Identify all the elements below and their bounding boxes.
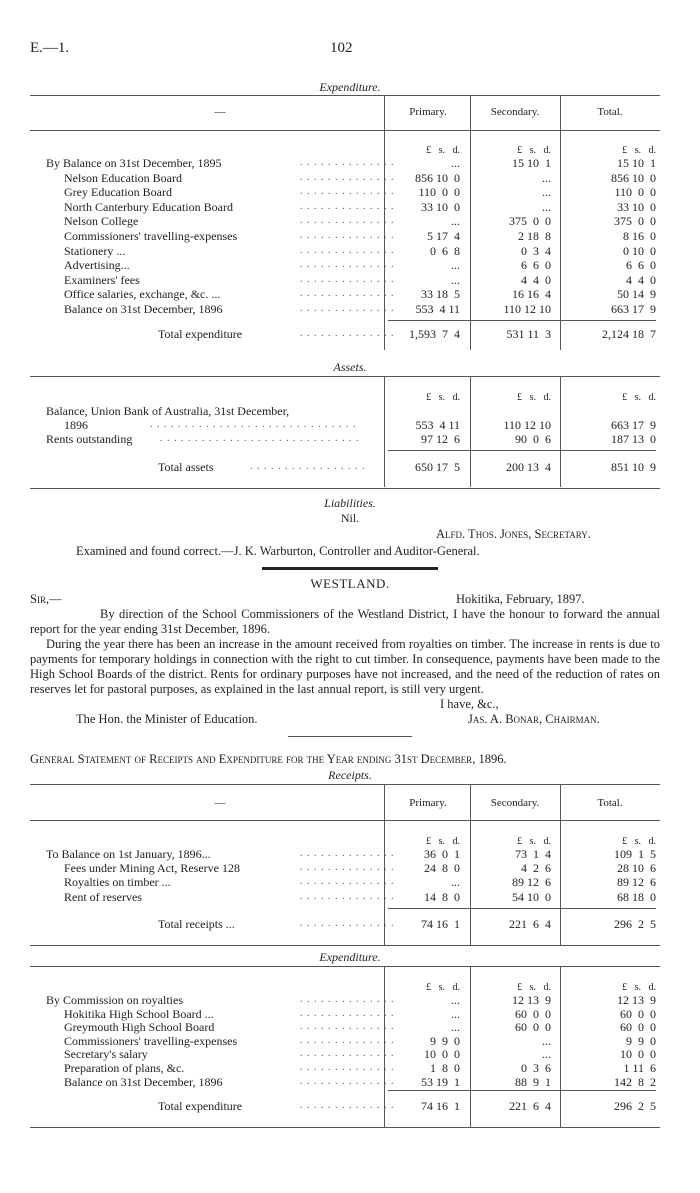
table-rule (30, 820, 660, 821)
table-row (0, 1047, 700, 1061)
statement-title: General Statement of Receipts and Expenditure for the Year ending 31st December, 1896. (30, 752, 507, 766)
leader-dots: . . . . . . . . . . . . . . (300, 1021, 395, 1033)
primary-amount: 0 6 8 (430, 243, 460, 258)
leader-dots: . . . . . . . . . . . . . . . . . (250, 461, 366, 472)
leader-dots: . . . . . . . . . . . . . . (300, 230, 395, 241)
page-number: 102 (330, 40, 353, 56)
table-rule (30, 376, 660, 377)
primary-amount: 650 17 5 (415, 460, 460, 474)
total-amount: 856 10 0 (611, 170, 656, 185)
secondary-amount: ... (542, 170, 551, 185)
leader-dots: . . . . . . . . . . . . . . (300, 171, 395, 183)
nelson-liabilities-caption: Liabilities. (324, 496, 376, 510)
row-label: Advertising... (64, 258, 130, 273)
secondary-amount: ... (542, 1033, 551, 1048)
leader-dots: . . . . . . . . . . . . . . (300, 273, 395, 285)
leader-dots: . . . . . . . . . . . . . . (300, 1007, 395, 1019)
primary-amount: 856 10 0 (415, 170, 460, 185)
table-row (0, 1075, 700, 1089)
primary-amount: 24 8 0 (424, 861, 460, 876)
total-amount: 0 10 0 (623, 243, 656, 258)
column-primary: Primary. (409, 797, 447, 809)
leader-dots: . . . . . . . . . . . . . . . . . . . . . . . . . . . . . (160, 433, 360, 444)
row-label: To Balance on 1st January, 1896... (46, 847, 211, 861)
table-row (0, 185, 700, 199)
secondary-amount: 89 12 6 (512, 875, 551, 890)
column-primary: Primary. (409, 106, 447, 118)
secondary-amount: 221 6 4 (509, 1099, 551, 1113)
table-row (0, 861, 700, 875)
secondary-amount: 15 10 1 (512, 156, 551, 170)
letter-salutation: Sir,— (30, 592, 62, 606)
total-amount: 15 10 1 (617, 156, 656, 170)
letter-paragraph: During the year there has been an increase in the amount received from royalties on timber. The increase in rents is due to payments for temporary holdings in connection with the right to cut timber. In consequence, payments have been made to the High School Boards of the district. Rents for ordinary purposes have not increased, and the need of the reduction of rates on reserves let for pastoral purposes, as explained in the last annual report, is still very urgent. (30, 637, 660, 696)
westland-receipts-caption: Receipts. (328, 768, 372, 782)
total-amount: 110 0 0 (614, 185, 656, 200)
table-row (0, 244, 700, 258)
section-divider (262, 567, 438, 570)
row-label: North Canterbury Education Board (64, 199, 233, 214)
column-dash: — (214, 106, 226, 118)
table-rule (30, 966, 660, 967)
table-row (0, 287, 700, 301)
leader-dots: . . . . . . . . . . . . . . (300, 1075, 395, 1087)
asset-row (0, 432, 700, 446)
row-label: 1896 (64, 418, 88, 432)
total-amount: 6 6 0 (626, 258, 656, 273)
secondary-amount: 375 0 0 (509, 214, 551, 229)
primary-amount: 74 16 1 (421, 1099, 460, 1113)
primary-amount: ... (451, 993, 460, 1007)
column-total: Total. (597, 797, 623, 809)
table-row (0, 847, 700, 861)
lsd-header: £ s. d. (426, 392, 460, 403)
leader-dots: . . . . . . . . . . . . . . (300, 918, 395, 929)
column-secondary: Secondary. (490, 106, 540, 118)
table-row (0, 214, 700, 228)
leader-dots: . . . . . . . . . . . . . . (300, 288, 395, 300)
row-label: Grey Education Board (64, 185, 172, 200)
table-row (0, 302, 700, 316)
primary-amount: 53 19 1 (421, 1074, 460, 1089)
table-rule (30, 1127, 660, 1128)
primary-amount: ... (451, 1006, 460, 1021)
lsd-header: £ s. d. (622, 836, 656, 847)
secondary-amount: 200 13 4 (506, 460, 551, 474)
total-amount: 60 0 0 (620, 1006, 656, 1021)
row-label: Nelson College (64, 214, 139, 229)
secondary-amount: 221 6 4 (509, 917, 551, 931)
row-label: Greymouth High School Board (64, 1020, 215, 1035)
lsd-header: £ s. d. (426, 982, 460, 993)
secondary-amount: 4 2 6 (521, 861, 551, 876)
asset-row (0, 418, 700, 432)
row-label: Examiners' fees (64, 272, 140, 287)
secondary-amount: 6 6 0 (521, 258, 551, 273)
leader-dots: . . . . . . . . . . . . . . (300, 1100, 395, 1111)
total-amount: 663 17 9 (611, 302, 656, 316)
leader-dots: . . . . . . . . . . . . . . (300, 848, 395, 859)
primary-amount: 33 10 0 (421, 199, 460, 214)
leader-dots: . . . . . . . . . . . . . . (300, 244, 395, 256)
row-label: Nelson Education Board (64, 170, 182, 185)
total-amount: 296 2 5 (614, 1099, 656, 1113)
column-secondary: Secondary. (490, 797, 540, 809)
row-label: Rent of reserves (64, 889, 142, 904)
lsd-header: £ s. d. (622, 982, 656, 993)
row-label: Balance on 31st December, 1896 (64, 1074, 223, 1089)
leader-dots: . . . . . . . . . . . . . . (300, 200, 395, 212)
secondary-amount: 2 18 8 (518, 229, 551, 243)
total-label: Total expenditure (158, 327, 243, 341)
row-label: Commissioners' travelling-expenses (64, 1033, 238, 1048)
primary-amount: 9 9 0 (430, 1033, 460, 1048)
leader-dots: . . . . . . . . . . . . . . (300, 328, 395, 339)
total-amount: 296 2 5 (614, 917, 656, 931)
primary-amount: 553 4 11 (415, 302, 460, 316)
row-label: By Balance on 31st December, 1895 (46, 156, 222, 170)
lsd-header: £ s. d. (622, 392, 656, 403)
leader-dots: . . . . . . . . . . . . . . . . . . . . . . . . . . . . . . (150, 419, 357, 430)
westland-expenditure-caption: Expenditure. (319, 950, 381, 964)
total-amount: 68 18 0 (617, 889, 656, 904)
secondary-amount: 4 4 0 (521, 272, 551, 287)
total-amount: 12 13 9 (617, 993, 656, 1007)
secondary-amount: 110 12 10 (503, 418, 551, 432)
primary-amount: 5 17 4 (427, 229, 460, 243)
nelson-expenditure-caption: Expenditure. (319, 80, 381, 94)
total-label: Total receipts ... (158, 917, 235, 931)
asset-row (0, 404, 700, 418)
primary-amount: 33 18 5 (421, 287, 460, 302)
table-row (0, 875, 700, 889)
row-label: Rents outstanding (46, 432, 133, 446)
primary-amount: ... (451, 214, 460, 229)
lsd-header: £ s. d. (517, 392, 551, 403)
row-label: Royalties on timber ... (64, 875, 171, 890)
total-label: Total assets (158, 460, 214, 474)
secondary-amount: 531 11 3 (506, 327, 551, 341)
leader-dots: . . . . . . . . . . . . . . (300, 1034, 395, 1046)
total-amount: 10 0 0 (620, 1047, 656, 1062)
column-dash: — (214, 797, 226, 809)
total-row (0, 1099, 700, 1113)
letter-paragraph: By direction of the School Commissioners of the Westland District, I have the honour to forward the annual report for the year ending 31st December, 1896. (30, 607, 660, 636)
subtotal-rule (388, 320, 656, 321)
row-label: Balance on 31st December, 1896 (64, 302, 223, 316)
total-amount: 8 16 0 (623, 229, 656, 243)
secondary-amount: 110 12 10 (503, 302, 551, 316)
total-amount: 60 0 0 (620, 1020, 656, 1035)
secondary-amount: 12 13 9 (512, 993, 551, 1007)
row-label: Fees under Mining Act, Reserve 128 (64, 861, 240, 876)
total-row (0, 917, 700, 931)
chairman-signature: Jas. A. Bonar, Chairman. (468, 712, 600, 726)
leader-dots: . . . . . . . . . . . . . . (300, 186, 395, 198)
total-amount: 375 0 0 (614, 214, 656, 229)
secondary-amount: 16 16 4 (512, 287, 551, 302)
table-row (0, 273, 700, 287)
leader-dots: . . . . . . . . . . . . . . (300, 1062, 395, 1073)
leader-dots: . . . . . . . . . . . . . . (300, 994, 395, 1005)
lsd-header: £ s. d. (426, 836, 460, 847)
primary-amount: ... (451, 272, 460, 287)
secondary-amount: ... (542, 185, 551, 200)
lsd-header: £ s. d. (426, 145, 460, 156)
table-rule (30, 95, 660, 96)
row-label: Secretary's salary (64, 1047, 148, 1062)
leader-dots: . . . . . . . . . . . . . . (300, 876, 395, 888)
leader-dots: . . . . . . . . . . . . . . (300, 157, 395, 168)
primary-amount: 97 12 6 (421, 432, 460, 446)
table-row (0, 1061, 700, 1075)
column-total: Total. (597, 106, 623, 118)
total-amount: 663 17 9 (611, 418, 656, 432)
row-label: Office salaries, exchange, &c. ... (64, 287, 221, 302)
table-rule (30, 784, 660, 785)
total-label: Total expenditure (158, 1099, 243, 1113)
lsd-header: £ s. d. (517, 836, 551, 847)
primary-amount: ... (451, 156, 460, 170)
primary-amount: 110 0 0 (418, 185, 460, 200)
secondary-amount: 0 3 6 (521, 1061, 551, 1075)
primary-amount: 1,593 7 4 (409, 327, 460, 341)
table-row (0, 1007, 700, 1021)
row-label: Commissioners' travelling-expenses (64, 229, 238, 243)
total-amount: 109 1 5 (614, 847, 656, 861)
primary-amount: 36 0 1 (424, 847, 460, 861)
row-label: Preparation of plans, &c. (64, 1061, 185, 1075)
secondary-amount: ... (542, 199, 551, 214)
letter-closing: I have, &c., (440, 697, 499, 711)
total-amount: 1 11 6 (623, 1061, 656, 1075)
total-row (0, 327, 700, 341)
row-label: Balance, Union Bank of Australia, 31st December, (46, 404, 290, 418)
secondary-amount: 88 9 1 (515, 1074, 551, 1089)
primary-amount: ... (451, 1020, 460, 1035)
table-row (0, 1034, 700, 1048)
secondary-amount: 73 1 4 (515, 847, 551, 861)
lsd-header: £ s. d. (622, 145, 656, 156)
secondary-amount: ... (542, 1047, 551, 1062)
secondary-amount: 60 0 0 (515, 1020, 551, 1035)
total-amount: 89 12 6 (617, 875, 656, 890)
table-row (0, 993, 700, 1007)
secondary-amount: 60 0 0 (515, 1006, 551, 1021)
primary-amount: 74 16 1 (421, 917, 460, 931)
leader-dots: . . . . . . . . . . . . . . (300, 259, 395, 271)
table-row (0, 258, 700, 272)
table-row (0, 200, 700, 214)
westland-title: WESTLAND. (310, 576, 390, 591)
secondary-amount: 54 10 0 (512, 889, 551, 904)
row-label: Hokitika High School Board ... (64, 1006, 214, 1021)
total-amount: 187 13 0 (611, 432, 656, 446)
table-row (0, 1020, 700, 1034)
secretary-signature: Alfd. Thos. Jones, Secretary. (436, 527, 591, 541)
primary-amount: 553 4 11 (415, 418, 460, 432)
subtotal-rule (388, 450, 656, 451)
secondary-amount: 90 0 6 (515, 432, 551, 446)
table-row (0, 890, 700, 904)
total-amount: 2,124 18 7 (602, 327, 656, 341)
subtotal-rule (388, 1090, 656, 1091)
table-row (0, 156, 700, 170)
leader-dots: . . . . . . . . . . . . . . (300, 890, 395, 902)
table-rule (30, 488, 660, 489)
leader-dots: . . . . . . . . . . . . . . (300, 862, 395, 874)
subtotal-rule (388, 908, 656, 909)
section-divider (288, 736, 412, 737)
primary-amount: ... (451, 258, 460, 273)
total-amount: 28 10 6 (617, 861, 656, 876)
lsd-header: £ s. d. (517, 982, 551, 993)
table-row (0, 229, 700, 243)
letter-place-date: Hokitika, February, 1897. (456, 592, 585, 606)
leader-dots: . . . . . . . . . . . . . . (300, 303, 395, 314)
primary-amount: 1 8 0 (430, 1061, 460, 1075)
table-rule (30, 130, 660, 131)
nelson-assets-caption: Assets. (333, 360, 367, 374)
page-reference: E.—1. (30, 40, 70, 56)
total-amount: 50 14 9 (617, 287, 656, 302)
total-amount: 33 10 0 (617, 199, 656, 214)
total-row (0, 460, 700, 474)
primary-amount: 14 8 0 (424, 889, 460, 904)
primary-amount: ... (451, 875, 460, 890)
auditor-certification: Examined and found correct.—J. K. Warburton, Controller and Auditor-General. (76, 544, 480, 558)
liabilities-value: Nil. (340, 511, 360, 525)
letter-addressee: The Hon. the Minister of Education. (76, 712, 258, 726)
total-amount: 4 4 0 (626, 272, 656, 287)
lsd-header: £ s. d. (517, 145, 551, 156)
leader-dots: . . . . . . . . . . . . . . (300, 215, 395, 227)
total-amount: 142 8 2 (614, 1074, 656, 1089)
table-rule (30, 945, 660, 946)
leader-dots: . . . . . . . . . . . . . . (300, 1048, 395, 1060)
primary-amount: 10 0 0 (424, 1047, 460, 1062)
row-label: By Commission on royalties (46, 993, 184, 1007)
total-amount: 851 10 9 (611, 460, 656, 474)
total-amount: 9 9 0 (626, 1033, 656, 1048)
row-label: Stationery ... (64, 243, 126, 258)
table-row (0, 171, 700, 185)
secondary-amount: 0 3 4 (521, 243, 551, 258)
